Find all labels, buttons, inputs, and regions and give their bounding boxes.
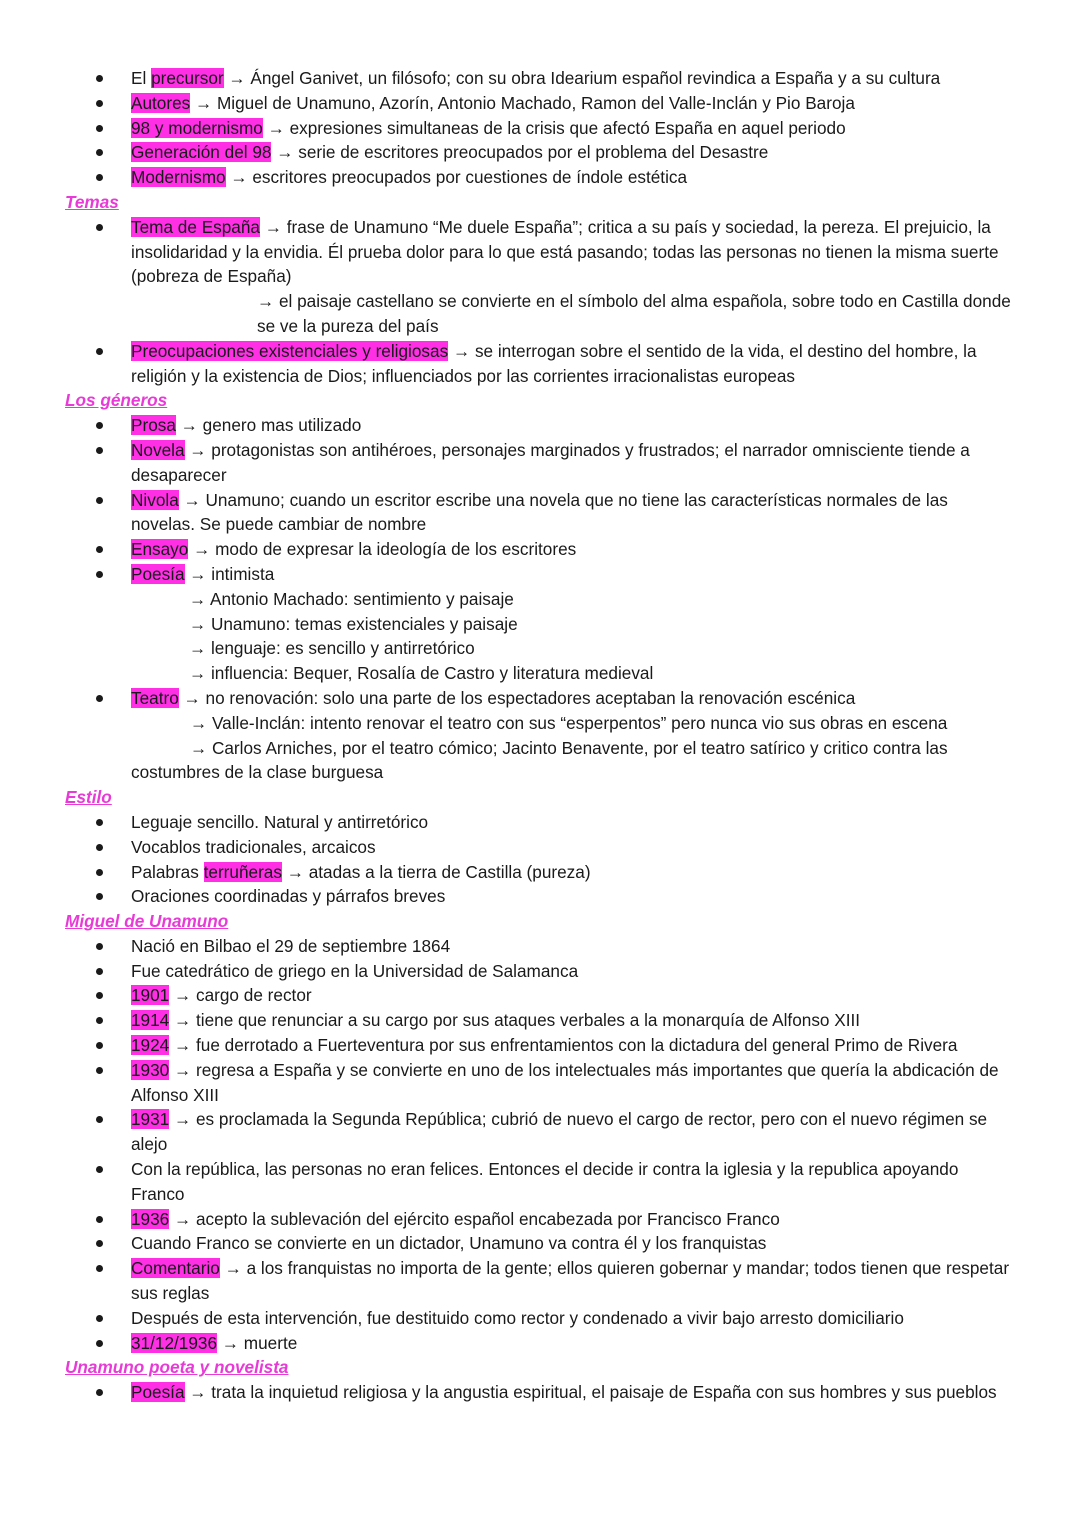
highlighted-term: 1936 (131, 1208, 170, 1229)
list-item (0, 66, 1080, 91)
arrow-icon: → (260, 216, 287, 237)
list-item (0, 1231, 1080, 1256)
highlighted-term: 98 y modernismo (131, 117, 263, 138)
bullet-icon (96, 943, 103, 950)
item-text: trata la inquietud religiosa y la angustia espiritual, el paisaje de España con sus hombres y sus pueblos (211, 1382, 997, 1403)
highlighted-term: Poesía (131, 563, 185, 584)
section-heading-miguel-de-unamuno: Miguel de Unamuno (65, 911, 229, 932)
highlighted-term: Tema de España (131, 216, 260, 237)
sub-item (0, 711, 1080, 736)
notes-document (0, 66, 1080, 1405)
highlighted-term: 1901 (131, 985, 170, 1006)
sub-item (0, 587, 1080, 612)
item-text: Nació en Bilbao el 29 de septiembre 1864 (131, 935, 451, 956)
item-text: acepto la sublevación del ejército español encabezada por Francisco Franco (196, 1208, 780, 1229)
item-text: modo de expresar la ideología de los escritores (215, 539, 577, 560)
bullet-icon (96, 1340, 103, 1347)
arrow-icon: → (169, 1059, 196, 1080)
arrow-icon: → (271, 142, 299, 163)
item-text: protagonistas son antihéroes, personajes marginados y frustrados; el narrador omnisciente tiende a desaparecer (131, 439, 970, 485)
list-item (0, 686, 1080, 711)
item-text: Cuando Franco se convierte en un dictador, Unamuno va contra él y los franquistas (131, 1233, 767, 1254)
item-text: intimista (211, 563, 275, 584)
arrow-icon: → (223, 68, 251, 88)
sub-item-text: → Antonio Machado: sentimiento y paisaje (189, 588, 514, 609)
arrow-icon: → (448, 340, 475, 361)
item-prefix: Palabras (131, 861, 204, 882)
list-item (0, 860, 1080, 885)
highlighted-term: 31/12/1936 (131, 1332, 218, 1353)
list-item (0, 1256, 1080, 1306)
list-item (0, 1207, 1080, 1232)
list-item (0, 140, 1080, 165)
item-text: frase de Unamuno “Me duele España”; critica a su país y sociedad, la pereza. El prejuicio, la insolidaridad y la envidia. Él prueba dolor para lo que está pasando; todas las personas no tienen la misma suerte (pobreza de España) (131, 216, 999, 287)
item-text: Después de esta intervención, fue destituido como rector y condenado a vivir bajo arresto domiciliario (131, 1307, 904, 1328)
list-item (0, 537, 1080, 562)
bullet-icon (96, 992, 103, 999)
list-item (0, 1157, 1080, 1207)
item-text: Fue catedrático de griego en la Universidad de Salamanca (131, 960, 579, 981)
bullet-icon (96, 422, 103, 429)
highlighted-term: 1930 (131, 1059, 170, 1080)
arrow-icon: → (190, 92, 217, 113)
list-item (0, 413, 1080, 438)
bullet-icon (96, 75, 103, 82)
item-text: regresa a España y se convierte en uno de los intelectuales más importantes que quería la abdicación de Alfonso XIII (131, 1059, 999, 1105)
item-text: Ángel Ganivet, un filósofo; con su obra Idearium español revindica a España y a su cultura (250, 68, 941, 88)
arrow-icon: → (178, 687, 206, 708)
arrow-icon: → (169, 1109, 196, 1130)
bullet-icon (96, 968, 103, 975)
bullet-icon (96, 174, 103, 181)
highlighted-term: Modernismo (131, 167, 226, 188)
sub-item-text: → lenguaje: es sencillo y antirretórico (189, 638, 475, 659)
item-text: Leguaje sencillo. Natural y antirretórico (131, 811, 429, 832)
list-item (0, 165, 1080, 190)
bullet-icon (96, 1240, 103, 1247)
list-item (0, 562, 1080, 587)
sub-item-text: → Carlos Arniches, por el teatro cómico; Jacinto Benavente, por el teatro satírico y critico contra las (190, 737, 948, 758)
bullet-icon (96, 1042, 103, 1049)
arrow-icon: → (169, 1010, 196, 1031)
bullet-icon (96, 893, 103, 900)
item-text: muerte (243, 1332, 298, 1353)
arrow-icon: → (188, 539, 216, 560)
sub-item (0, 612, 1080, 637)
item-text: serie de escritores preocupados por el problema del Desastre (298, 142, 769, 163)
sub-item-text: → el paisaje castellano se convierte en el símbolo del alma española, sobre todo en Castilla donde se ve la pureza del país (257, 291, 1011, 336)
highlighted-term: terruñeras (203, 861, 282, 882)
bullet-icon (96, 546, 103, 553)
sub-item-text: → Unamuno: temas existenciales y paisaje (189, 613, 518, 634)
arrow-icon: → (169, 1035, 196, 1056)
list-item (0, 835, 1080, 860)
highlighted-term: Preocupaciones existenciales y religiosas (131, 340, 449, 361)
arrow-icon: → (169, 1208, 196, 1229)
arrow-icon: → (178, 489, 206, 510)
list-item (0, 934, 1080, 959)
item-text: expresiones simultaneas de la crisis que afectó España en aquel periodo (289, 117, 846, 138)
list-item (0, 1058, 1080, 1108)
bullet-icon (96, 224, 103, 231)
list-item (0, 215, 1080, 289)
list-item (0, 1107, 1080, 1157)
bullet-icon (96, 1315, 103, 1322)
list-item (0, 1033, 1080, 1058)
item-text: atadas a la tierra de Castilla (pureza) (308, 861, 591, 882)
section-heading-temas: Temas (65, 191, 119, 212)
sub-item (0, 661, 1080, 686)
list-item (0, 983, 1080, 1008)
item-text: Miguel de Unamuno, Azorín, Antonio Machado, Ramon del Valle-Inclán y Pio Baroja (216, 92, 855, 113)
bullet-icon (96, 125, 103, 132)
item-text: es proclamada la Segunda República; cubrió de nuevo el cargo de rector, pero con el nuevo régimen se alejo (131, 1109, 988, 1155)
arrow-icon: → (219, 1258, 247, 1279)
item-text: a los franquistas no importa de la gente; ellos quieren gobernar y mandar; todos tienen que respetar sus reglas (131, 1258, 1010, 1304)
bullet-icon (96, 1216, 103, 1223)
arrow-icon: → (281, 861, 309, 882)
highlighted-term: Novela (131, 439, 185, 460)
highlighted-term: Poesía (131, 1382, 185, 1403)
bullet-icon (96, 447, 103, 454)
item-text: Unamuno; cuando un escritor escribe una novela que no tiene las características normales de las novelas. Se puede cambiar de nombre (131, 489, 948, 535)
highlighted-term: Comentario (131, 1258, 220, 1279)
arrow-icon: → (225, 167, 253, 188)
item-text: Oraciones coordinadas y párrafos breves (131, 886, 446, 907)
arrow-icon: → (184, 1382, 212, 1403)
sub-item-continuation: costumbres de la clase burguesa (131, 762, 384, 783)
bullet-icon (96, 869, 103, 876)
bullet-icon (96, 1116, 103, 1123)
highlighted-term: 1914 (131, 1010, 170, 1031)
bullet-icon (96, 819, 103, 826)
bullet-icon (96, 497, 103, 504)
list-item (0, 438, 1080, 488)
bullet-icon (96, 571, 103, 578)
list-item (0, 1306, 1080, 1331)
item-text: escritores preocupados por cuestiones de índole estética (252, 167, 688, 188)
highlighted-term: precursor (151, 68, 224, 88)
list-item (0, 1331, 1080, 1356)
list-item (0, 339, 1080, 389)
list-item (0, 884, 1080, 909)
bullet-icon (96, 695, 103, 702)
highlighted-term: 1924 (131, 1035, 170, 1056)
list-item (0, 91, 1080, 116)
highlighted-term: Autores (131, 92, 191, 113)
item-text: Con la república, las personas no eran felices. Entonces el decide ir contra la iglesia y la republica apoyando Franco (131, 1159, 959, 1204)
arrow-icon: → (175, 415, 203, 436)
bullet-icon (96, 844, 103, 851)
list-item (0, 116, 1080, 141)
sub-item (0, 736, 1080, 786)
bullet-icon (96, 1389, 103, 1396)
bullet-icon (96, 1067, 103, 1074)
bullet-icon (96, 149, 103, 156)
bullet-icon (96, 348, 103, 355)
bullet-icon (96, 1265, 103, 1272)
item-text: se interrogan sobre el sentido de la vida, el destino del hombre, la religión y la existencia de Dios; influenciados por las corrientes irracionalistas europeas (131, 340, 977, 386)
sub-item-text: → Valle-Inclán: intento renovar el teatro con sus “esperpentos” pero nunca vio sus obras en escena (190, 712, 948, 733)
section-heading-estilo: Estilo (65, 787, 112, 808)
highlighted-term: Generación del 98 (131, 142, 272, 163)
highlighted-term: Prosa (131, 415, 176, 436)
item-text: fue derrotado a Fuerteventura por sus enfrentamientos con la dictadura del general Primo de Rivera (196, 1035, 958, 1056)
highlighted-term: 1931 (131, 1109, 170, 1130)
sub-item (0, 636, 1080, 661)
list-item (0, 810, 1080, 835)
arrow-icon: → (184, 439, 212, 460)
item-text: genero mas utilizado (202, 415, 362, 436)
list-item (0, 959, 1080, 984)
sub-item-text: → influencia: Bequer, Rosalía de Castro y literatura medieval (189, 663, 654, 684)
list-item (0, 1380, 1080, 1405)
section-heading-unamuno-poeta-y-novelista: Unamuno poeta y novelista (65, 1357, 289, 1378)
list-item (0, 488, 1080, 538)
list-item (0, 1008, 1080, 1033)
highlighted-term: Ensayo (131, 539, 189, 560)
bullet-icon (96, 1166, 103, 1173)
bullet-icon (96, 100, 103, 107)
arrow-icon: → (262, 117, 290, 138)
arrow-icon: → (184, 563, 212, 584)
arrow-icon: → (169, 985, 196, 1006)
section-heading-los-generos: Los géneros (65, 390, 168, 411)
item-text: cargo de rector (196, 985, 312, 1006)
item-prefix: El (131, 68, 152, 88)
sub-item (0, 289, 1080, 339)
item-text: tiene que renunciar a su cargo por sus ataques verbales a la monarquía de Alfonso XIII (196, 1010, 861, 1031)
bullet-icon (96, 1017, 103, 1024)
highlighted-term: Nivola (131, 489, 179, 510)
item-text: Vocablos tradicionales, arcaicos (131, 836, 376, 857)
highlighted-term: Teatro (131, 687, 179, 708)
item-text: no renovación: solo una parte de los espectadores aceptaban la renovación escénica (205, 687, 856, 708)
arrow-icon: → (217, 1332, 244, 1353)
